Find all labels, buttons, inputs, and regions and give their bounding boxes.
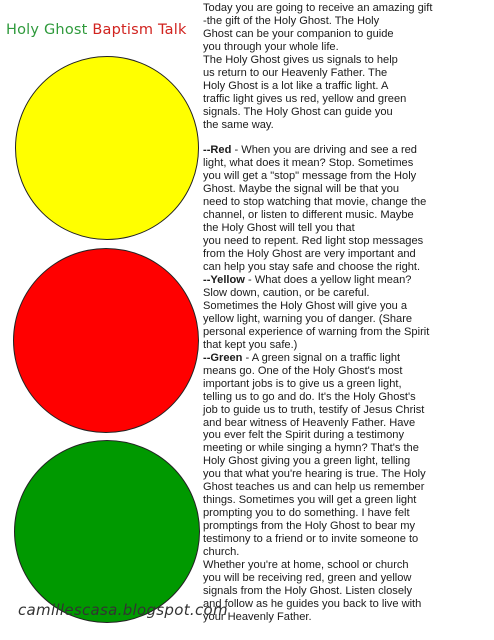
- section-heading: --Red: [203, 144, 232, 157]
- line-text: and bear witness of Heavenly Father. Have: [203, 416, 416, 429]
- line-text: Holy Ghost giving you a green light, telling: [203, 455, 411, 468]
- body-line: [203, 274, 493, 287]
- line-text: - A green signal on a traffic light: [242, 351, 401, 364]
- body-line: [203, 261, 493, 274]
- line-text: prompting you to do something. I have felt: [203, 507, 410, 520]
- green-light-circle: [14, 440, 200, 623]
- line-text: Sometimes the Holy Ghost will give you a: [203, 299, 408, 312]
- title-baptism-talk: Baptism Talk: [87, 22, 187, 38]
- line-text: traffic light gives us red, yellow and green: [203, 92, 407, 105]
- body-line: [203, 235, 493, 248]
- line-text: you need to repent. Red light stop messages: [203, 235, 424, 248]
- body-line: [203, 41, 493, 54]
- page-title: [6, 22, 206, 38]
- line-text: signals from the Holy Ghost. Listen closely: [203, 584, 413, 597]
- body-line: [203, 533, 493, 546]
- line-text: - When you are driving and see a red: [231, 144, 417, 157]
- body-line: [203, 507, 493, 520]
- line-text: Holy Ghost is a lot like a traffic light. A: [203, 79, 389, 92]
- body-line: [203, 481, 493, 494]
- body-line: [203, 157, 493, 170]
- body-line: [203, 585, 493, 598]
- body-line: [203, 417, 493, 430]
- section-heading: --Green: [203, 351, 243, 364]
- line-text: channel, or listen to different music. Maybe: [203, 209, 414, 222]
- body-line: [203, 106, 493, 119]
- line-text: you will be receiving red, green and yellow: [203, 571, 412, 584]
- body-line: [203, 80, 493, 93]
- body-line: [203, 404, 493, 417]
- line-text: Ghost can be your companion to guide: [203, 27, 394, 40]
- body-line: [203, 326, 493, 339]
- line-text: promptings from the Holy Ghost to bear my: [203, 520, 416, 533]
- body-line: [203, 365, 493, 378]
- line-text: you will get a "stop" message from the Holy: [203, 170, 417, 183]
- line-text: and follow as he guides you back to live with: [203, 597, 422, 610]
- line-text: The Holy Ghost gives us signals to help: [203, 53, 398, 66]
- body-line: [203, 196, 493, 209]
- body-line: [203, 429, 493, 442]
- body-line: [203, 287, 493, 300]
- body-line: [203, 93, 493, 106]
- line-text: meeting or while singing a hymn? That's the: [203, 442, 419, 455]
- line-text: need to stop watching that movie, change the: [203, 196, 427, 209]
- line-text: can help you stay safe and choose the right.: [203, 261, 421, 274]
- line-text: Slow down, caution, or be careful.: [203, 286, 370, 299]
- body-line: [203, 144, 493, 157]
- line-text: job to guide us to truth, testify of Jesus Christ: [203, 403, 425, 416]
- line-text: you ever felt the Spirit during a testimony: [203, 429, 405, 442]
- body-line: [203, 546, 493, 559]
- body-line: [203, 442, 493, 455]
- line-text: -the gift of the Holy Ghost. The Holy: [203, 14, 380, 27]
- body-line: [203, 598, 493, 611]
- body-line: [203, 391, 493, 404]
- line-text: - What does a yellow light mean?: [244, 274, 412, 287]
- body-line: [203, 132, 493, 145]
- title-holy-ghost: Holy Ghost: [6, 22, 88, 38]
- body-line: [203, 28, 493, 41]
- line-text: telling us to go and do. It's the Holy Ghost's: [203, 390, 416, 403]
- body-line: [203, 209, 493, 222]
- body-line: [203, 572, 493, 585]
- body-line: [203, 559, 493, 572]
- body-line: [203, 170, 493, 183]
- line-text: yellow light, warning you of danger. (Share: [203, 312, 413, 325]
- talk-body-text: [203, 2, 493, 624]
- section-heading: --Yellow: [203, 274, 245, 287]
- body-line: [203, 520, 493, 533]
- body-line: [203, 378, 493, 391]
- red-light-circle: [13, 248, 199, 433]
- blog-url-footer: camillescasa.blogspot.com: [18, 601, 228, 619]
- body-line: [203, 54, 493, 67]
- body-line: [203, 455, 493, 468]
- line-text: light, what does it mean? Stop. Sometimes: [203, 157, 414, 170]
- body-line: [203, 15, 493, 28]
- body-line: [203, 494, 493, 507]
- line-text: Today you are going to receive an amazing gift: [203, 2, 433, 14]
- line-text: Ghost. Maybe the signal will be that you: [203, 183, 400, 196]
- line-text: the same way.: [203, 118, 274, 131]
- line-text: you through your whole life.: [203, 40, 339, 53]
- line-text: things. Sometimes you will get a green light: [203, 494, 417, 507]
- line-text: the Holy Ghost will tell you that: [203, 222, 355, 235]
- body-line: [203, 468, 493, 481]
- line-text: that kept you safe.): [203, 338, 298, 351]
- line-text: Ghost teaches us and can help us remember: [203, 481, 425, 494]
- line-text: from the Holy Ghost are very important and: [203, 248, 416, 261]
- body-line: [203, 611, 493, 624]
- body-line: [203, 313, 493, 326]
- body-line: [203, 222, 493, 235]
- body-line: [203, 352, 493, 365]
- body-line: [203, 248, 493, 261]
- line-text: us return to our Heavenly Father. The: [203, 66, 388, 79]
- line-text: church.: [203, 546, 240, 559]
- yellow-light-circle: [15, 56, 199, 240]
- body-line: [203, 339, 493, 352]
- line-text: signals. The Holy Ghost can guide you: [203, 105, 393, 118]
- line-text: your Heavenly Father.: [203, 610, 312, 623]
- body-line: [203, 2, 493, 15]
- line-text: testimony to a friend or to invite someone to: [203, 533, 419, 546]
- line-text: you that what you're hearing is true. The Holy: [203, 468, 426, 481]
- line-text: important jobs is to give us a green light,: [203, 377, 402, 390]
- body-line: [203, 183, 493, 196]
- body-line: [203, 300, 493, 313]
- line-text: Whether you're at home, school or church: [203, 558, 409, 571]
- line-text: means go. One of the Holy Ghost's most: [203, 364, 403, 377]
- body-line: [203, 67, 493, 80]
- line-text: personal experience of warning from the Spirit: [203, 325, 430, 338]
- body-line: [203, 119, 493, 132]
